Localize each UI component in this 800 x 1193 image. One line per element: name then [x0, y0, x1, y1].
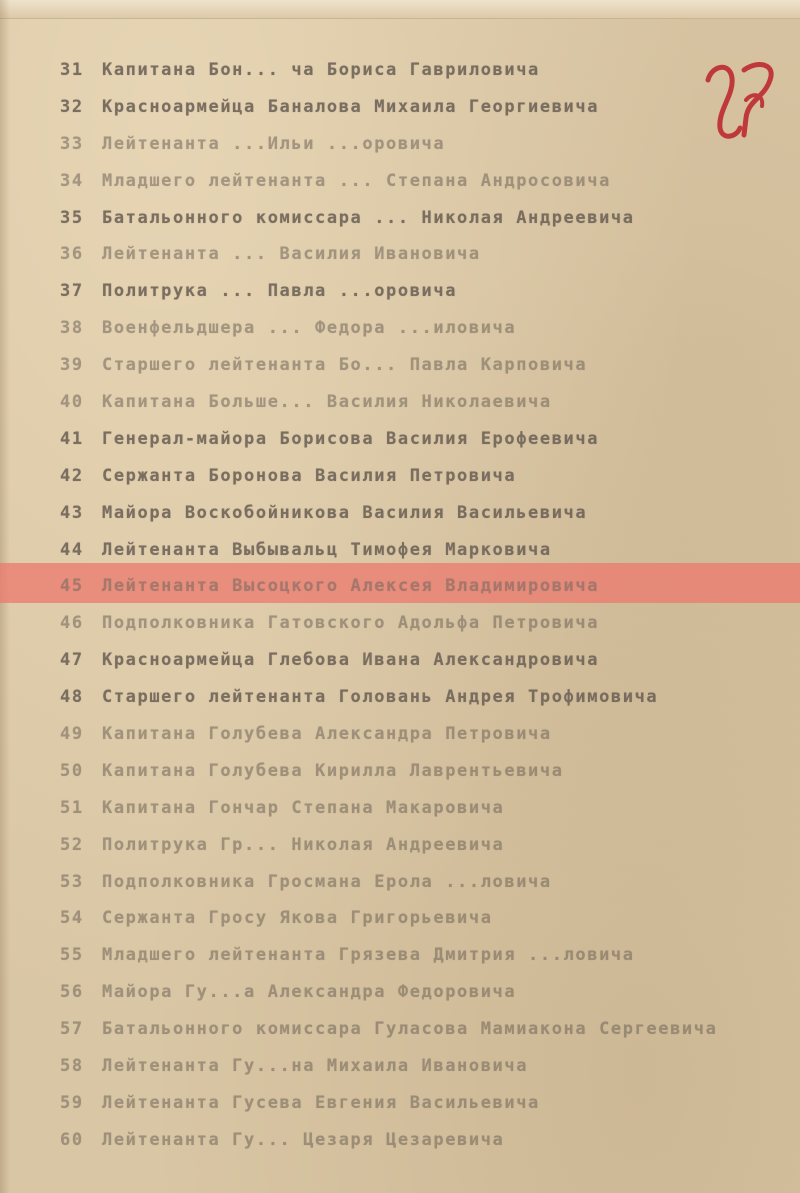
entry-number: 50 [60, 760, 84, 781]
entry-number: 51 [60, 797, 84, 818]
entry-number: 56 [60, 982, 84, 1003]
entry-text: Сержанта Боронова Василия Петровича [102, 465, 517, 486]
entry-text: Старшего лейтенанта Головань Андрея Трофимовича [102, 687, 659, 708]
list-item [60, 790, 795, 827]
list-item [60, 52, 795, 89]
list-item [60, 347, 795, 384]
entry-number: 34 [60, 170, 84, 191]
entry-number: 39 [60, 355, 84, 376]
entry-text: Политрука Гр... Николая Андреевича [102, 834, 505, 855]
entry-text: Военфельдшера ... Федора ...иловича [102, 318, 517, 339]
entry-text: Красноармейца Глебова Ивана Александровича [102, 650, 600, 671]
entry-number: 49 [60, 724, 84, 745]
entry-text: Капитана Голубева Александра Петровича [102, 724, 552, 745]
list-item [60, 679, 795, 716]
list-item [60, 532, 795, 569]
list-item [60, 1011, 795, 1048]
entry-text: Капитана Больше... Василия Николаевича [102, 392, 552, 413]
entry-text: Капитана Гончар Степана Макаровича [102, 797, 505, 818]
entry-text: Лейтенанта Гусева Евгения Васильевича [102, 1092, 540, 1113]
list-item [60, 273, 795, 310]
list-item [60, 1122, 795, 1159]
entry-text: Капитана Голубева Кирилла Лаврентьевича [102, 760, 564, 781]
entry-number: 38 [60, 318, 84, 339]
entry-text: Майора Гу...а Александра Федоровича [102, 982, 517, 1003]
entry-number: 31 [60, 60, 84, 80]
entry-text: Лейтенанта Гу... Цезаря Цезаревича [102, 1129, 505, 1150]
list-item [60, 236, 795, 273]
entry-number: 58 [60, 1056, 84, 1077]
entry-number: 52 [60, 834, 84, 855]
list-item [60, 163, 795, 200]
list-item [60, 1085, 795, 1122]
list-item [60, 384, 795, 421]
entry-number: 48 [60, 687, 84, 708]
entry-text: Старшего лейтенанта Бо... Павла Карповича [102, 355, 588, 376]
entry-number: 59 [60, 1092, 84, 1113]
entry-number: 33 [60, 133, 84, 154]
entry-text: Лейтенанта Выбывальц Тимофея Марковича [102, 539, 552, 560]
entry-number: 53 [60, 871, 84, 892]
entry-text: Майора Воскобойникова Василия Васильевича [102, 502, 588, 523]
list-item [60, 642, 795, 679]
entry-number: 43 [60, 502, 84, 523]
list-item [60, 900, 795, 937]
entry-text: Подполковника Гатовского Адольфа Петровича [102, 613, 600, 634]
entry-text: Батальонного комиссара Гуласова Мамиакона Сергеевича [102, 1019, 718, 1040]
entry-number: 35 [60, 207, 84, 228]
list-item [60, 827, 795, 864]
entry-number: 41 [60, 428, 84, 449]
list-item [60, 89, 795, 126]
entry-text: Капитана Бон... ча Бориса Гавриловича [102, 60, 540, 80]
entry-number: 46 [60, 613, 84, 634]
entry-number: 60 [60, 1129, 84, 1150]
entry-text: Батальонного комиссара ... Николая Андреевича [102, 207, 635, 228]
entry-text: Красноармейца Баналова Михаила Георгиевича [102, 96, 600, 117]
list-item [60, 864, 795, 901]
list-item [60, 753, 795, 790]
list-item [60, 310, 795, 347]
entry-text: Лейтенанта Гу...на Михаила Ивановича [102, 1056, 529, 1077]
entry-number: 32 [60, 96, 84, 117]
entry-text: Политрука ... Павла ...оровича [102, 281, 458, 302]
list-item [60, 1048, 795, 1085]
personnel-list [60, 52, 795, 1159]
list-item [60, 200, 795, 237]
list-item [60, 974, 795, 1011]
entry-text: Лейтенанта ...Ильи ...оровича [102, 133, 446, 154]
entry-number: 40 [60, 392, 84, 413]
entry-text: Подполковника Гросмана Ерола ...ловича [102, 871, 552, 892]
entry-number: 57 [60, 1019, 84, 1040]
list-item [60, 716, 795, 753]
entry-number: 54 [60, 908, 84, 929]
entry-text: Лейтенанта Высоцкого Алексея Владимировича [102, 576, 600, 597]
entry-text: Младшего лейтенанта Грязева Дмитрия ...ловича [102, 945, 635, 966]
list-item [60, 937, 795, 974]
entry-number: 37 [60, 281, 84, 302]
entry-number: 42 [60, 465, 84, 486]
entry-text: Генерал-майора Борисова Василия Ерофеевича [102, 428, 600, 449]
list-item [60, 605, 795, 642]
list-item [60, 458, 795, 495]
entry-number: 47 [60, 650, 84, 671]
entry-number: 44 [60, 539, 84, 560]
entry-number: 36 [60, 244, 84, 265]
list-item [60, 495, 795, 532]
paper-top-edge [0, 0, 800, 19]
list-item-selected [60, 568, 795, 605]
entry-text: Лейтенанта ... Василия Ивановича [102, 244, 481, 265]
entry-text: Сержанта Гросу Якова Григорьевича [102, 908, 493, 929]
list-item [60, 126, 795, 163]
list-item [60, 421, 795, 458]
entry-number: 45 [60, 576, 84, 597]
entry-number: 55 [60, 945, 84, 966]
entry-text: Младшего лейтенанта ... Степана Андросовича [102, 170, 611, 191]
